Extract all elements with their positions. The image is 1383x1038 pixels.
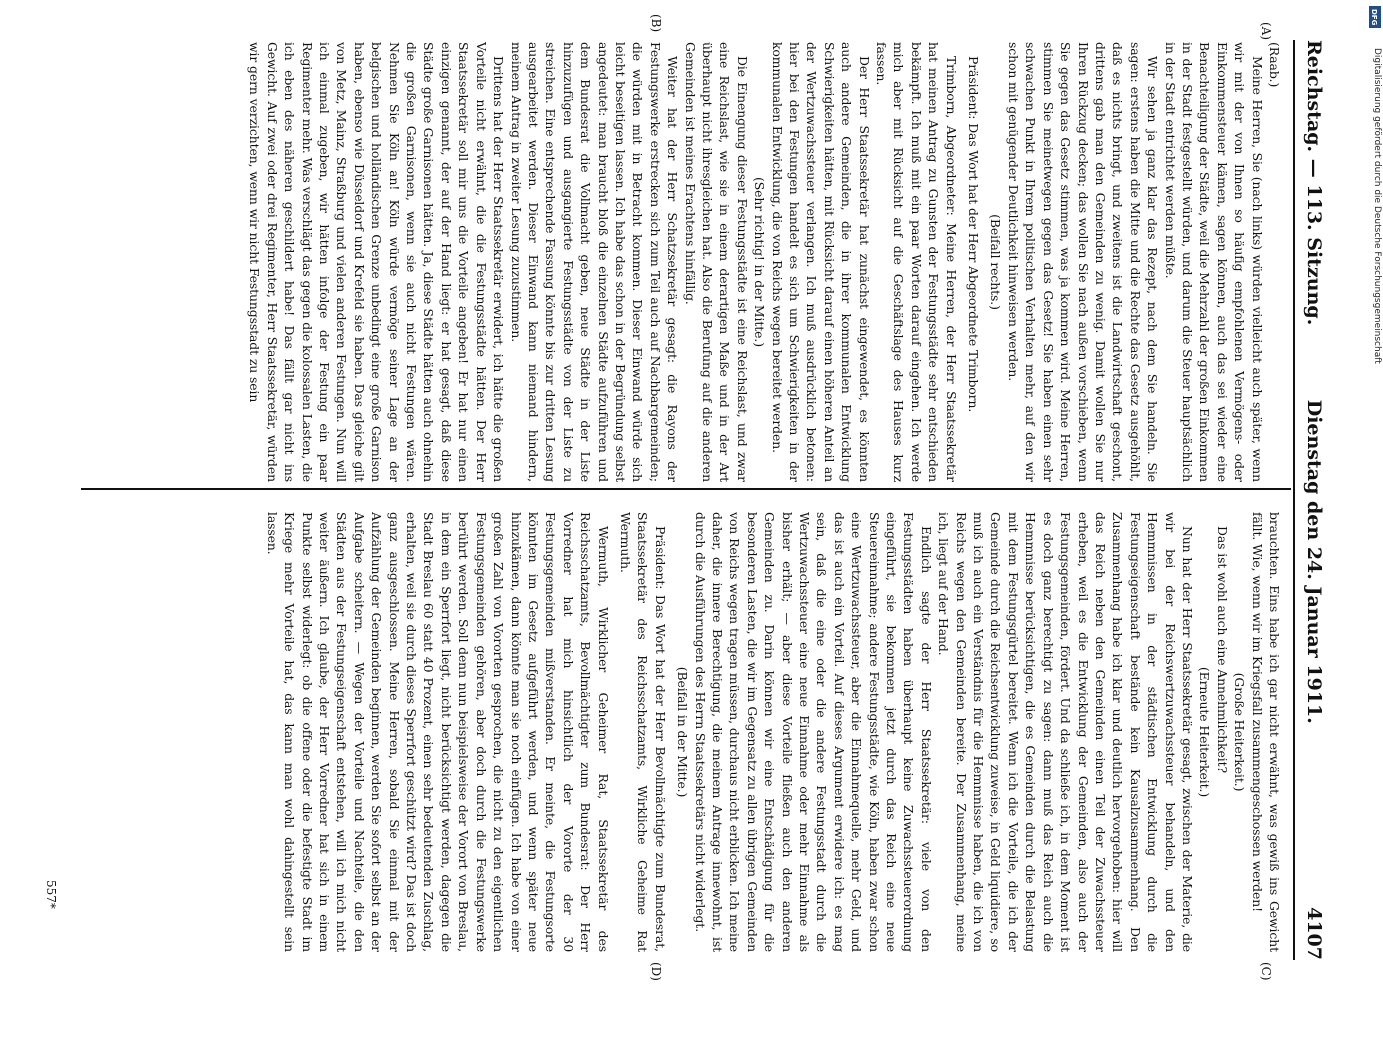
paragraph: Meine Herren, Sie (nach links) würden vielleicht auch später, wenn wir mit der von Ihnen so häufig empfohlenen Vermögens- oder Einkommensteuer kämen, sagen können, auch das sei wieder eine Benachteiligung der Städte, weil die Mehrzahl der großen Einkommen in der Stadt festgestellt würden, und darum die Steuer hauptsächlich in der Stadt entrichtet werden müßte. bbox=[1162, 42, 1265, 482]
right-column bbox=[63, 512, 1283, 952]
margin-sigla-c: (C) bbox=[1259, 962, 1273, 981]
dfg-logo-text: DFG bbox=[1370, 9, 1378, 26]
credit-text: Digitalisierung gefördert durch die Deutsche Forschungsgemeinschaft bbox=[1372, 48, 1382, 364]
interjection: (Erneute Heiterkeit.) bbox=[1197, 666, 1213, 798]
interjection: (Sehr richtig! in der Mitte.) bbox=[752, 177, 768, 347]
paragraph: Wir sehen ja ganz klar das Rezept, nach dem Sie handeln. Sie sagen: erstens haben die Mitte und die Rechte das Gesetz ausgehöhlt, daß es nichts bringt, und zweitens ist die Landwirtschaft geschont, drittens gab man den Gemeinden zu wenig. Damit wollen Sie nur Ihren Rückzug decken; das wollen Sie nach außen vorschieben, wenn Sie gegen das Gesetz stimmen, was ja kommen wird. Meine Herren, stimmen Sie meinetwegen gegen das Gesetz! Sie haben einen sehr schwachen Punkt in Ihrem politischen Verhalten mehr, auf den wir schon mit genügender Deutlichkeit hinweisen werden. bbox=[1005, 42, 1161, 482]
header-right bbox=[1303, 400, 1325, 960]
speaker-note: (Raab.) bbox=[1267, 42, 1282, 88]
paragraph: Nun hat der Herr Staatssekretär gesagt, zwischen der Materie, die wir bei der Reichswertzuwachssteuer behandeln, und den Hemmnissen in der städtischen Entwicklung durch die Festungseigenschaft bestände kein Kausalzusammenhang. Den Zusammenhang habe ich klar und deutlich hervorgehoben: hier will das Reich neben den Gemeinden einen Teil der Zuwachssteuer erheben, weil es die Entwicklung der Gemeinden, also auch der Festungsgemeinden, fördert. Und da schließe ich, in dem Moment ist es doch ganz berechtigt zu sagen: dann muß das Reich auch die Hemmnisse berücksichtigen, die es Gemeinden durch die Belastung mit dem Festungsgürtel bereitet. Wenn ich die Vorteile, die ich der Gemeinde durch die Reichsentwicklung zuweise, in Geld liquidiere, so muß ich auch ein Verständnis für die Hemmnisse haben, die ich von Reichs wegen den Gemeinden bereite. Der Zusammenhang, meine ich, liegt auf der Hand. bbox=[936, 512, 1195, 952]
interjection: (Große Heiterkeit.) bbox=[1232, 672, 1248, 792]
paragraph: Weiter hat der Herr Schatzsekretär gesagt: die Rayons der Festungswerke erstrecken sich zum Teil auch auf Nachbargemeinden; die würden mit in Betracht kommen. Dieser Einwand würde sich leicht beseitigen lassen. Ich habe das schon in der Begründung selbst angedeutet: man braucht bloß die einzelnen Städte aufzuführen und dem Bundesrat die Vollmacht geben, neue Städte in der Liste hinzuzufügen und ausgangierte Festungsstädte von der Liste zu streichen. Eine entsprechende Fassung könnte bis zur dritten Lesung ausgearbeitet werden. Dieser Einwand kann niemand hindern, meinem Antrag in zweiter Lesung zuzustimmen. bbox=[508, 42, 681, 482]
header-date: Dienstag den 24. Januar 1911. bbox=[1303, 399, 1325, 724]
margin-sigla-d: (D) bbox=[649, 962, 663, 981]
paragraph-speech: Trimborn, Abgeordneter: Meine Herren, der Herr Staatssekretär hat meinen Antrag zu Gunsten der Festungsstädte sehr entschieden bekämpft. Ich muß mit ein paar Worten darauf eingehen. Ich werde mich aber mit Rücksicht auf die Geschäftslage des Hauses kurz fassen. bbox=[874, 42, 959, 482]
header-left: Reichstag. — 113. Sitzung. bbox=[1303, 40, 1325, 326]
margin-sigla-b: (B) bbox=[649, 14, 663, 33]
paragraph-speech: Wermuth, Wirklicher Geheimer Rat, Staatssekretär des Reichsschatzamts, Bevollmächtigter zum Bundesrat: Der Herr Vorredner hat mich hinsichtlich der Vororte der 30 Festungsgemeinden mißverstanden. Er meinte, die Festungsorte könnten im Gesetz aufgeführt werden, und wenn später neue hinzukämen, dann könnte man sie noch einfügen. Ich habe von einer großen Zahl von Vororten gesprochen, die nicht zu den eigentlichen Festungsgemeinden gehören, aber doch durch die Festungswerke berührt werden. Soll denn nun beispielsweise der Vorort von Breslau, in dem ein Sperrfort liegt, nicht berücksichtigt werden, dagegen die Stadt Breslau 60 statt 40 Prozent, einen sehr bedeutenden Zuschlag, erhalten, weil sie durch dieses Sperrfort geschützt wird? Das ist doch ganz ausgeschlossen. Meine Herren, sobald Sie einmal mit der Aufzählung der Gemeinden beginnen, werden Sie sofort selbst an der Aufgabe scheitern. — Wegen der Vorteile und Nachteile, die den Städten aus der Festungseigenschaft entstehen, will ich mich nicht weiter äußern. Ich glaube, der Herr Vorredner hat sich in einem Punkte selbst widerlegt: ob die offene oder die befestigte Stadt im Kriege mehr Vorteile hat, das kann man wohl dahingestellt sein lassen. bbox=[264, 512, 611, 952]
paragraph-president: Präsident: Das Wort hat der Herr Bevollmächtigte zum Bundesrat, Staatssekretär des Reichsschatzamts, Wirkliche Geheime Rat Wermuth. bbox=[617, 512, 668, 952]
paragraph-president: Präsident: Das Wort hat der Herr Abgeordnete Trimborn. bbox=[966, 56, 982, 413]
paragraph: Drittens hat der Herr Staatssekretär erwidert, ich hätte die großen Vorteile nicht erwähnt, die die Festungsstädte hätten. Der Herr Staatssekretär soll mir uns die Vorteile angeben! Er hat nur einen einzigen genannt, der auf der Hand liegt: er hat gesagt, daß diese Städte große Garnisonen hätten. Ja, diese Städte hätten auch ohnehin die großen Garnisonen, wenn sie auch nicht Festungen wären. Nehmen Sie Köln an! Köln würde vermöge seiner Lage an der belgischen und holländischen Grenze unbedingt eine große Garnison haben, ebenso wie Düsseldorf und Krefeld sie haben. Das gleiche gilt von Metz, Mainz, Straßburg und vielen anderen Festungen. Nun will ich einmal zugeben, wir hätten infolge der Festung ein paar Regimenter mehr. Was verschlägt das gegen die kolossalen Lasten, die ich eben des näheren geschildert habe! Das fällt gar nicht ins Gewicht. Auf zwei oder drei Regimenter, Herr Staatssekretär, würden wir gern verzichten, wenn wir nicht Festungsstadt zu sein bbox=[247, 42, 507, 482]
page-number: 4107 bbox=[1303, 907, 1325, 960]
running-header bbox=[1295, 40, 1325, 960]
header-rule bbox=[1293, 40, 1295, 960]
column-rule bbox=[81, 488, 1291, 490]
sheet-number: 557* bbox=[44, 880, 58, 909]
left-column bbox=[63, 42, 1283, 482]
paragraph: Der Herr Staatssekretär hat zunächst eingewendet, es könnten auch andere Gemeinden, die in ihrer kommunalen Entwicklung Schwierigkeiten hätten, mit Rücksicht darauf einen höheren Anteil an der Wertzuwachssteuer verlangen. Ich muß ausdrücklich betonen: hier bei den Festungen handelt es sich um Schwierigkeiten in der kommunalen Entwicklung, die von Reichs wegen bereitet werden. bbox=[769, 42, 872, 482]
digitization-credit bbox=[1368, 8, 1382, 998]
interjection: (Beifall in der Mitte.) bbox=[675, 666, 691, 798]
paragraph: Das ist wohl auch eine Annehmlichkeit? bbox=[1214, 526, 1230, 774]
paragraph: Endlich sagte der Herr Staatssekretär: viele von den Festungsstädten haben überhaupt keine Zuwachssteuerordnung eingeführt, sie bekommen jetzt durch das Reich eine neue Steuereinnahme; andere Festungsstädte, wie Köln, haben zwar schon eine Wertzuwachssteuer, aber die Einnahmequelle, mehr Geld, und das ist auch ein Vorteil. Auf dieses Argument erwidere ich: es mag sein, daß die eine oder die andere Festungsstadt durch die Wertzuwachssteuer eine neue Einnahme oder mehr Einnahme als bisher erhält; — aber diese Vorteile fließen auch den anderen Gemeinden zu. Darin können wir eine Entschädigung für die besonderen Lasten, die wir im Gegensatz zu allen übrigen Gemeinden von Reichs wegen tragen müssen, durchaus nicht erblicken. Ich meine daher, die innere Berechtigung, die meinem Antrage innewohnt, ist durch die Ausführungen des Herrn Staatssekretärs nicht widerlegt. bbox=[692, 512, 934, 952]
paragraph: Die Einengung dieser Festungsstädte ist eine Reichslast, und zwar eine Reichslast, wie sie in einem derartigen Maße und in der Art überhaupt nicht ihresgleichen hat. Also die Berufung auf die anderen Gemeinden ist meines Erachtens hinfällig. bbox=[682, 42, 750, 482]
margin-sigla-a: (A) bbox=[1259, 22, 1273, 41]
paragraph: brauchten. Eins habe ich gar nicht erwähnt, was gewiß ins Gewicht fällt. Wie, wenn wir im Kriegsfall zusammengeschossen werden! bbox=[1249, 512, 1282, 952]
interjection: (Beifall rechts.) bbox=[988, 214, 1004, 310]
